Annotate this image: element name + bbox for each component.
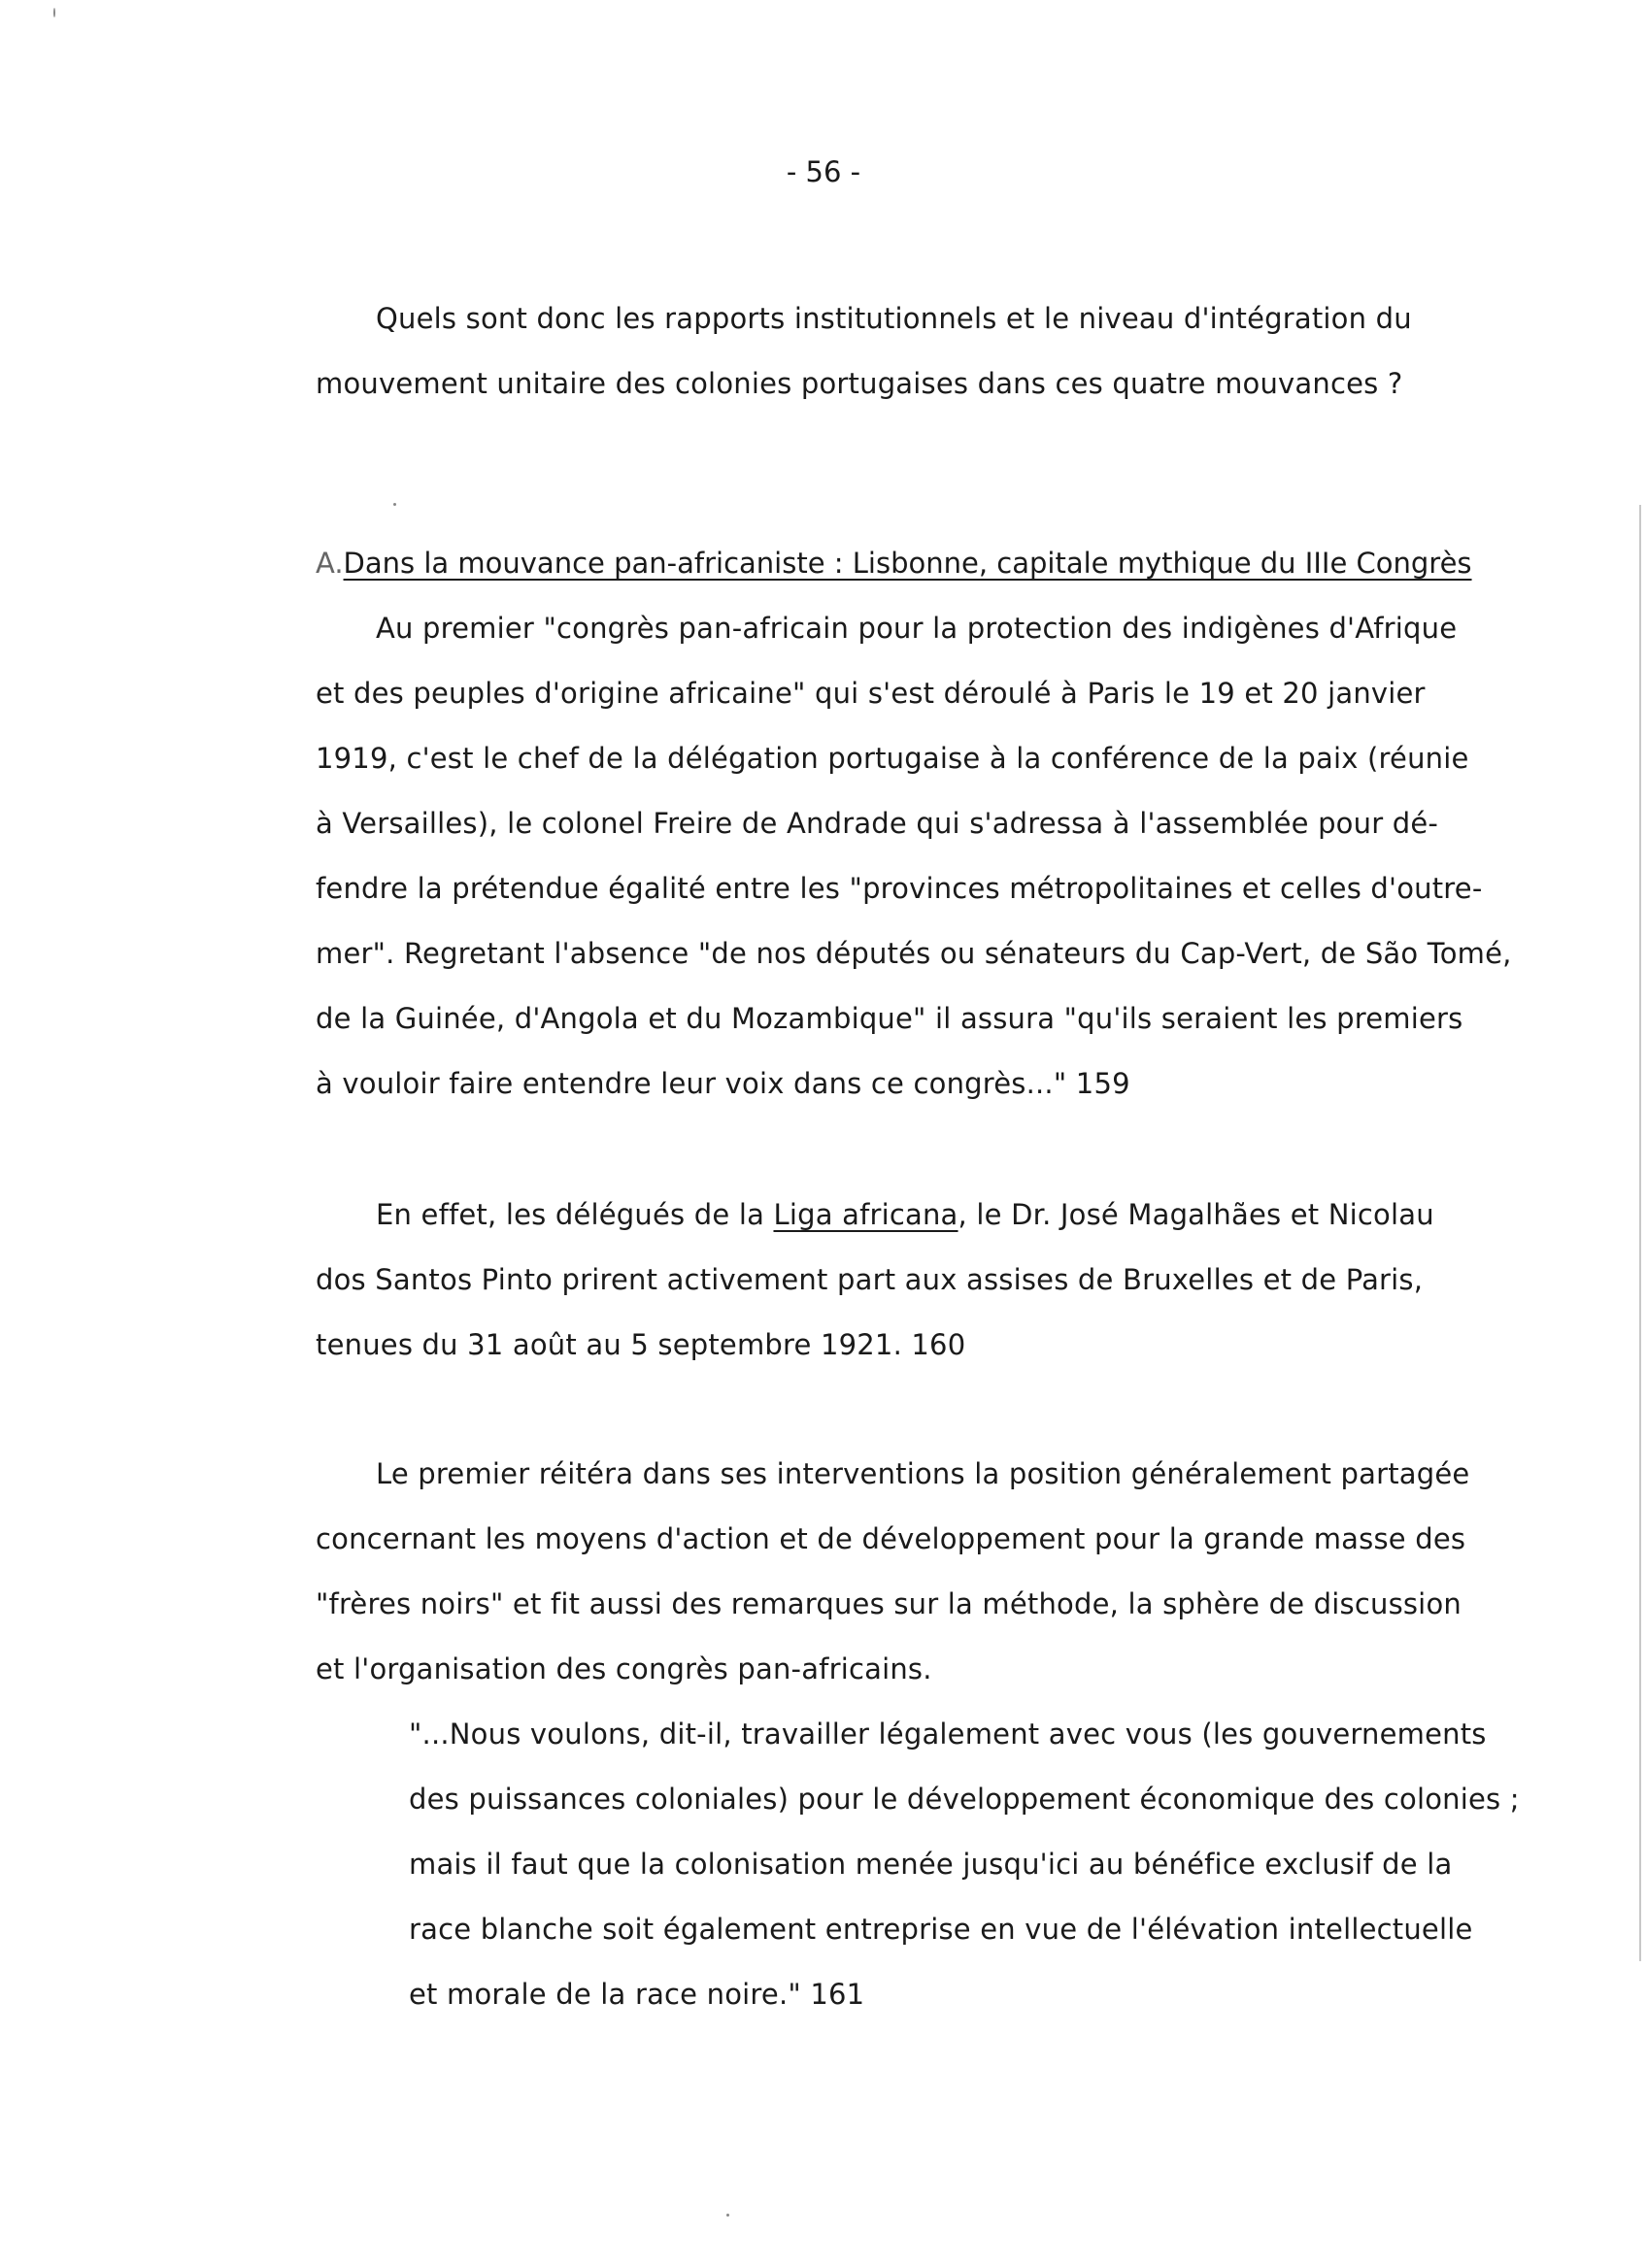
intro-line-1: Quels sont donc les rapports institutionnels et le niveau d'intégration du	[376, 302, 1412, 335]
quote-line-3: mais il faut que la colonisation menée jusqu'ici au bénéfice exclusif de la	[409, 1848, 1453, 1881]
paragraph2-line-1-before: En effet, les délégués de la	[376, 1198, 774, 1231]
paragraph1-line-7: de la Guinée, d'Angola et du Mozambique" il assura "qu'ils seraient les premiers	[316, 1002, 1463, 1035]
paragraph2-line-2: dos Santos Pinto prirent activement part aux assises de Bruxelles et de Paris,	[316, 1263, 1424, 1296]
quote-line-5: et morale de la race noire." 161	[409, 1978, 865, 2011]
section-a-heading	[316, 546, 1472, 581]
paragraph1-line-2: et des peuples d'origine africaine" qui s'est déroulé à Paris le 19 et 20 janvier	[316, 677, 1426, 710]
paragraph1-line-8: à vouloir faire entendre leur voix dans ce congrès..." 159	[316, 1067, 1130, 1100]
quote-line-1: "...Nous voulons, dit-il, travailler légalement avec vous (les gouvernements	[409, 1718, 1487, 1751]
paragraph3-line-2: concernant les moyens d'action et de développement pour la grande masse des	[316, 1522, 1466, 1555]
scan-speck	[393, 503, 396, 506]
intro-line-2: mouvement unitaire des colonies portugaises dans ces quatre mouvances ?	[316, 367, 1403, 400]
paragraph1-line-3: 1919, c'est le chef de la délégation portugaise à la conférence de la paix (réunie	[316, 742, 1469, 775]
paragraph2-line-3: tenues du 31 août au 5 septembre 1921. 160	[316, 1328, 966, 1361]
page-number: - 56 -	[786, 155, 861, 188]
paragraph3-line-1: Le premier réitéra dans ses interventions la position généralement partagée	[376, 1457, 1470, 1490]
paragraph1-line-4: à Versailles), le colonel Freire de Andrade qui s'adressa à l'assemblée pour dé-	[316, 807, 1439, 840]
paragraph1-line-6: mer". Regretant l'absence "de nos députés ou sénateurs du Cap-Vert, de São Tomé,	[316, 937, 1512, 970]
scan-speck	[726, 2214, 729, 2217]
quote-line-4: race blanche soit également entreprise en vue de l'élévation intellectuelle	[409, 1913, 1473, 1946]
scan-speck	[53, 8, 55, 17]
paragraph1-line-5: fendre la prétendue égalité entre les "provinces métropolitaines et celles d'outre-	[316, 872, 1483, 905]
section-a-title: Dans la mouvance pan-africaniste : Lisbonne, capitale mythique du IIIe Congrès	[343, 547, 1472, 580]
paragraph2-line-1-after: , le Dr. José Magalhães et Nicolau	[958, 1198, 1434, 1231]
quote-line-2: des puissances coloniales) pour le développement économique des colonies ;	[409, 1783, 1520, 1816]
paragraph1-line-1: Au premier "congrès pan-africain pour la protection des indigènes d'Afrique	[376, 612, 1458, 645]
section-a-prefix: A.	[316, 547, 344, 580]
paragraph3-line-3: "frères noirs" et fit aussi des remarques sur la méthode, la sphère de discussion	[316, 1587, 1462, 1620]
paragraph2-line-1	[376, 1197, 1434, 1232]
paragraph3-line-4: et l'organisation des congrès pan-africains.	[316, 1652, 932, 1685]
scan-edge-mark	[1639, 505, 1641, 1961]
liga-africana-link: Liga africana	[773, 1198, 958, 1231]
